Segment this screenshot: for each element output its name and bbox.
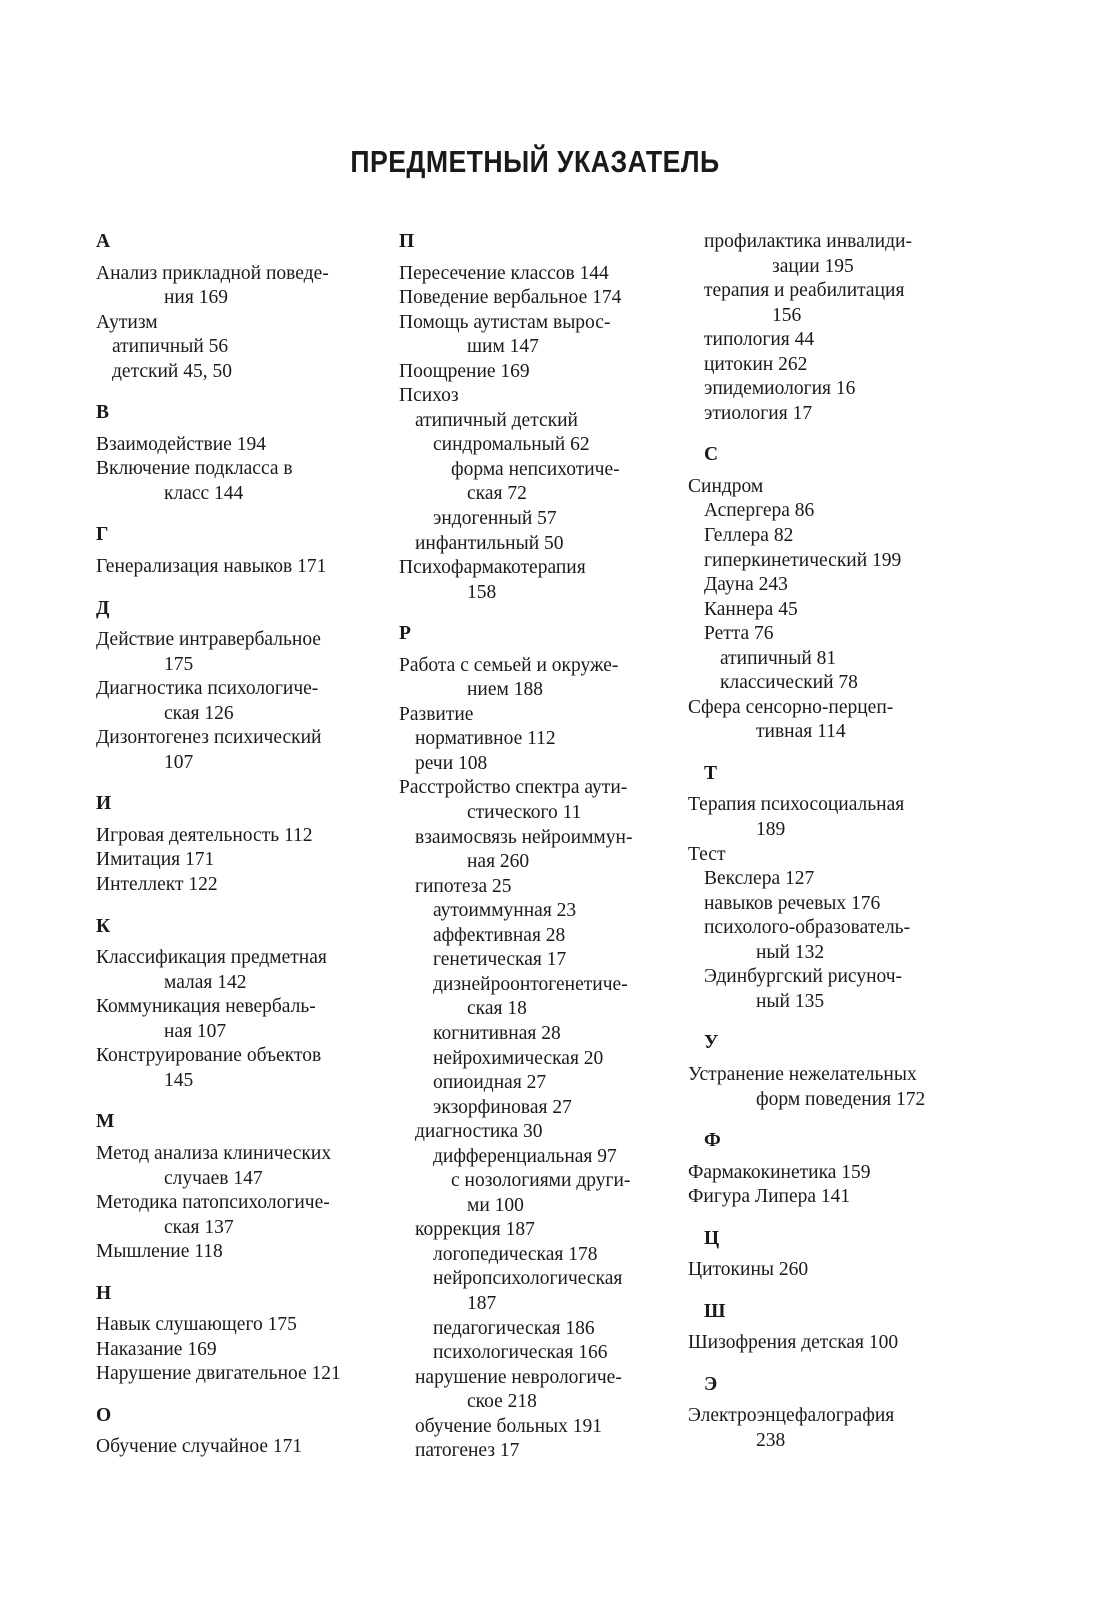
index-entry: психологическая 166 [433,1342,608,1364]
index-entry: тивная 114 [756,721,846,743]
index-entry: гиперкинетический 199 [704,549,902,571]
index-entry: дизнейроонтогенетиче- [433,973,628,995]
index-entry: малая 142 [164,971,247,993]
index-entry: 238 [756,1429,786,1451]
index-entry: генетическая 17 [433,949,567,971]
index-entry: дифференциальная 97 [433,1145,617,1167]
index-entry: ское 218 [467,1391,537,1413]
index-letter-heading: Т [704,762,718,784]
index-entry: Работа с семьей и окруже- [399,654,619,676]
index-entry: Поведение вербальное 174 [399,287,622,309]
index-letter-heading: Р [399,623,411,645]
index-entry: инфантильный 50 [415,532,564,554]
index-entry: коррекция 187 [415,1219,535,1241]
index-letter-heading: У [704,1032,719,1054]
index-entry: терапия и реабилитация [704,280,905,302]
index-entry: Дауна 243 [704,574,788,596]
index-entry: Дизонтогенез психический [96,727,322,749]
index-entry: 187 [467,1292,497,1314]
index-entry: форма непсихотиче- [451,458,620,480]
index-letter-heading: Э [704,1373,718,1395]
index-entry: ная 260 [467,851,530,873]
index-entry: 189 [756,819,786,841]
index-entry: Развитие [399,703,474,725]
index-letter-heading: А [96,231,111,252]
index-entry: случаев 147 [164,1167,263,1189]
index-entry: аффективная 28 [433,924,566,946]
index-entry: Аутизм [96,311,158,333]
index-entry: педагогическая 186 [433,1317,595,1339]
index-entry: Классификация предметная [96,947,327,969]
index-entry: Векслера 127 [704,868,815,890]
index-entry: логопедическая 178 [433,1243,598,1265]
index-entry: Сфера сенсорно-перцеп- [688,696,894,718]
index-entry: эндогенный 57 [433,508,557,530]
index-entry: диагностика 30 [415,1121,543,1143]
index-entry: нарушение неврологиче- [415,1366,622,1388]
index-entry: Тест [688,843,726,865]
index-entry: Фармакокинетика 159 [688,1161,871,1183]
index-column-2 [399,230,699,1464]
index-entry: Нарушение двигательное 121 [96,1363,341,1385]
page-title: ПРЕДМЕТНЫЙ УКАЗАТЕЛЬ [350,144,720,179]
index-entry: шим 147 [467,336,539,358]
index-entry: Метод анализа клинических [96,1142,332,1164]
index-entry: 156 [772,304,802,326]
index-letter-heading: Ш [704,1300,726,1322]
index-entry: речи 108 [415,752,488,774]
index-entry: синдромальный 62 [433,434,590,456]
index-entry: Взаимодействие 194 [96,433,266,455]
index-entry: Аспергера 86 [704,500,815,522]
index-entry: ская 137 [164,1216,234,1238]
index-entry: стического 11 [467,802,582,824]
index-entry: Расстройство спектра аути- [399,777,628,799]
index-entry: Навык слушающего 175 [96,1314,297,1336]
index-letter-heading: К [96,915,111,937]
index-entry: зации 195 [772,255,854,277]
index-letter-heading: И [96,793,112,815]
index-entry: гипотеза 25 [415,875,512,897]
index-entry: атипичный 81 [720,647,837,669]
index-entry: эпидемиология 16 [704,378,856,400]
index-entry: Включение подкласса в [96,458,293,480]
index-entry: Геллера 82 [704,525,794,547]
index-entry: ская 72 [467,483,527,505]
index-entry: нейропсихологическая [433,1268,623,1290]
index-entry: ный 132 [756,941,825,963]
index-entry: Шизофрения детская 100 [688,1332,899,1354]
index-entry: Синдром [688,475,764,497]
index-entry: Имитация 171 [96,849,215,871]
index-entry: психолого-образователь- [704,917,911,939]
index-column-1 [96,230,396,1460]
index-entry: Наказание 169 [96,1338,217,1360]
index-entry: 175 [164,653,194,675]
index-entry: Интеллект 122 [96,874,218,896]
index-entry: Действие интравербальное [96,629,321,651]
index-entry: атипичный детский [415,409,578,431]
index-letter-heading: Ф [704,1130,721,1152]
index-letter-heading: Н [96,1282,112,1304]
index-entry: Анализ прикладной поведе- [96,262,329,284]
index-letter-heading: С [704,444,719,466]
index-letter-heading: Г [96,524,109,546]
index-entry: Диагностика психологиче- [96,678,319,700]
index-entry: класс 144 [164,482,244,504]
index-entry: Каннера 45 [704,598,798,620]
index-letter-heading: В [96,402,110,424]
index-entry: типология 44 [704,329,815,351]
index-entry: Устранение нежелательных [688,1063,917,1085]
index-entry: Методика патопсихологиче- [96,1192,330,1214]
index-entry: Электроэнцефалография [688,1405,895,1427]
index-entry: ми 100 [467,1194,524,1216]
index-entry: ская 18 [467,998,527,1020]
index-entry: ния 169 [164,287,228,309]
index-entry: профилактика инвалиди- [704,231,912,252]
index-entry: Психофармакотерапия [399,557,586,579]
index-entry: ный 135 [756,990,825,1012]
index-entry: Ретта 76 [704,623,774,645]
index-entry: Обучение случайное 171 [96,1436,303,1458]
index-letter-heading: М [96,1111,115,1133]
index-entry: нием 188 [467,679,543,701]
index-entry: ная 107 [164,1020,227,1042]
index-entry: взаимосвязь нейроиммун- [415,826,633,848]
index-entry: Коммуникация невербаль- [96,996,316,1018]
index-entry: цитокин 262 [704,353,808,375]
index-entry: Помощь аутистам вырос- [399,311,611,333]
index-letter-heading: Д [96,597,110,619]
index-entry: форм поведения 172 [756,1088,926,1110]
index-entry: нейрохимическая 20 [433,1047,604,1069]
index-entry: Фигура Липера 141 [688,1186,851,1208]
index-entry: экзорфиновая 27 [433,1096,572,1118]
index-entry: Цитокины 260 [688,1259,809,1281]
index-entry: Поощрение 169 [399,360,530,382]
index-entry: этиология 17 [704,402,813,424]
index-letter-heading: Ц [704,1227,720,1249]
index-entry: опиоидная 27 [433,1072,547,1094]
index-letter-heading: П [399,231,415,252]
index-entry: 107 [164,751,194,773]
index-entry: 145 [164,1069,194,1091]
index-entry: навыков речевых 176 [704,892,881,914]
index-entry: атипичный 56 [112,336,229,358]
index-entry: Конструирование объектов [96,1045,322,1067]
index-entry: когнитивная 28 [433,1022,561,1044]
index-entry: Генерализация навыков 171 [96,556,327,578]
index-entry: 158 [467,581,497,603]
index-entry: Мышление 118 [96,1241,223,1263]
index-entry: аутоиммунная 23 [433,900,577,922]
index-entry: Терапия психосоциальная [688,794,905,816]
index-entry: детский 45, 50 [112,360,232,382]
index-entry: с нозологиями други- [451,1170,631,1192]
index-entry: ская 126 [164,702,234,724]
index-entry: нормативное 112 [415,728,556,750]
index-entry: обучение больных 191 [415,1415,602,1437]
index-letter-heading: О [96,1404,112,1426]
index-entry: Психоз [399,385,459,407]
index-column-3 [688,230,1004,1454]
index-entry: Игровая деятельность 112 [96,824,313,846]
index-entry: Эдинбургский рисуноч- [704,966,903,988]
index-entry: патогенез 17 [415,1440,520,1462]
index-entry: классический 78 [720,672,858,694]
index-entry: Пересечение классов 144 [399,262,609,284]
